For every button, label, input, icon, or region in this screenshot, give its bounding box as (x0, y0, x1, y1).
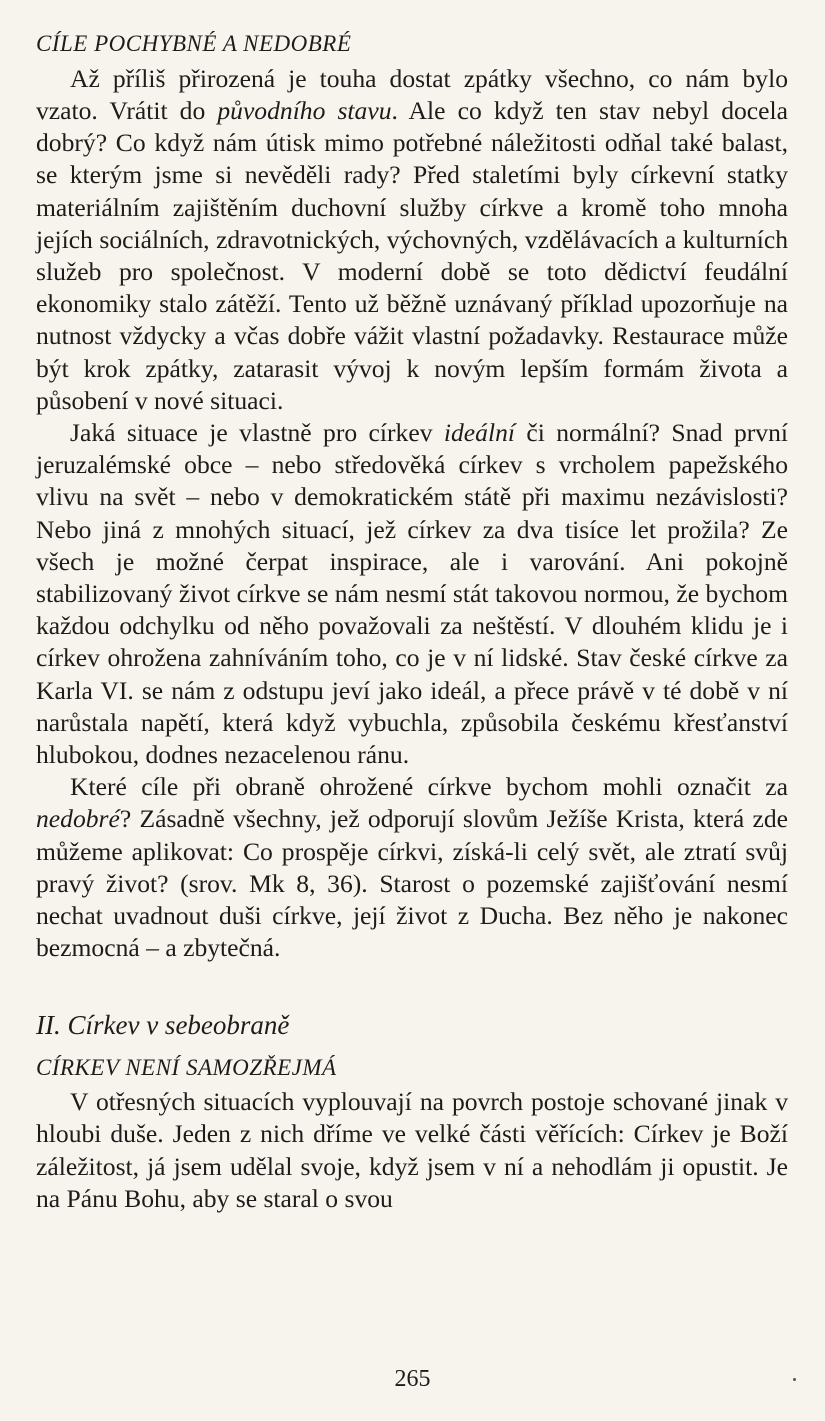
paragraph-3 (36, 771, 788, 964)
paragraph-2-text-b: či normální? Snad první jeruzalémské obce – nebo středověká církev s vrcholem papežského vlivu na svět – nebo v demokratickém státě při maximu nezávislosti? Nebo jiná z mnohých situací, jež církev za dva tisíce let prožila? Ze všech je možné čerpat inspirace, ale i varování. Ani pokojně stabilizovaný život církve se nám nesmí stát takovou normou, že bychom každou odchylku od něho považovali za neštěstí. V dlouhém klidu je i církev ohrožena zahníváním toho, co je v ní lidské. Stav české církve za Karla VI. se nám z odstupu jeví jako ideál, a přece právě v té době v ní narůstala napětí, která když vybuchla, způsobila českému křesťanství hlubokou, dodnes nezacelenou ránu. (36, 417, 788, 770)
paragraph-2 (36, 417, 788, 771)
section-title: II. Církev v sebeobraně (36, 1010, 290, 1041)
paragraph-2-emphasis: ideální (443, 417, 515, 447)
paragraph-1-text-b: . Ale co když ten stav nebyl docela dobrý? Co když nám útisk mimo potřebné náležitosti odňal také balast, se kterým jsme si nevěděli rady? Před staletími byly církevní statky materiálním zajištěním duchovní služby církve a kromě toho mnoha jejích sociálních, zdravotnických, výchovných, vzdělávacích a kulturních služeb pro společnost. V moderní době se toto dědictví feudální ekonomiky stalo zátěží. Tento už běžně uznávaný příklad upozorňuje na nutnost vždycky a včas dobře vážit vlastní požadavky. Restaurace může být krok zpátky, zatarasit vývoj k novým lepším formám života a působení v nové situaci. (36, 95, 788, 415)
paragraph-3-text-b: ? Zásadně všechny, jež odporují slovům Ježíše Krista, která zde můžeme aplikovat: Co prospěje církvi, získá-li celý svět, ale ztratí svůj pravý život? (srov. Mk 8, 36). Starost o pozemské zajišťování nesmí nechat uvadnout duši církve, její život z Ducha. Bez něho je nakonec bezmocná – a zbytečná. (36, 804, 788, 963)
scan-dot-mark (793, 1378, 796, 1381)
paragraph-3-text-a: Které cíle při obraně ohrožené církve bychom mohli označit za (70, 772, 788, 802)
paragraph-1 (36, 63, 788, 417)
paragraph-2-text-a: Jaká situace je vlastně pro církev (70, 417, 444, 447)
paragraph-1-text-a: Až příliš přirozená je touha dostat zpátky všechno, co nám bylo vzato. Vrátit do (36, 63, 788, 125)
paragraph-1-emphasis: původního stavu (217, 95, 392, 125)
subheading-cile-pochybne: CÍLE POCHYBNÉ A NEDOBRÉ (36, 31, 352, 56)
subheading-cirkev-neni-samozrejma: CÍRKEV NENÍ SAMOZŘEJMÁ (36, 1054, 337, 1080)
page-content (36, 30, 788, 1215)
paragraph-4: V otřesných situacích vyplouvají na povrch postoje schované jinak v hloubi duše. Jeden z nich dříme ve velké části věřících: Církev je Boží záležitost, já jsem udělal svoje, když jsem v ní a nehodlám ji opustit. Je na Pánu Bohu, aby se staral o svou (36, 1087, 788, 1213)
page-number: 265 (394, 1366, 431, 1392)
paragraph-3-emphasis: nedobré (36, 804, 120, 834)
